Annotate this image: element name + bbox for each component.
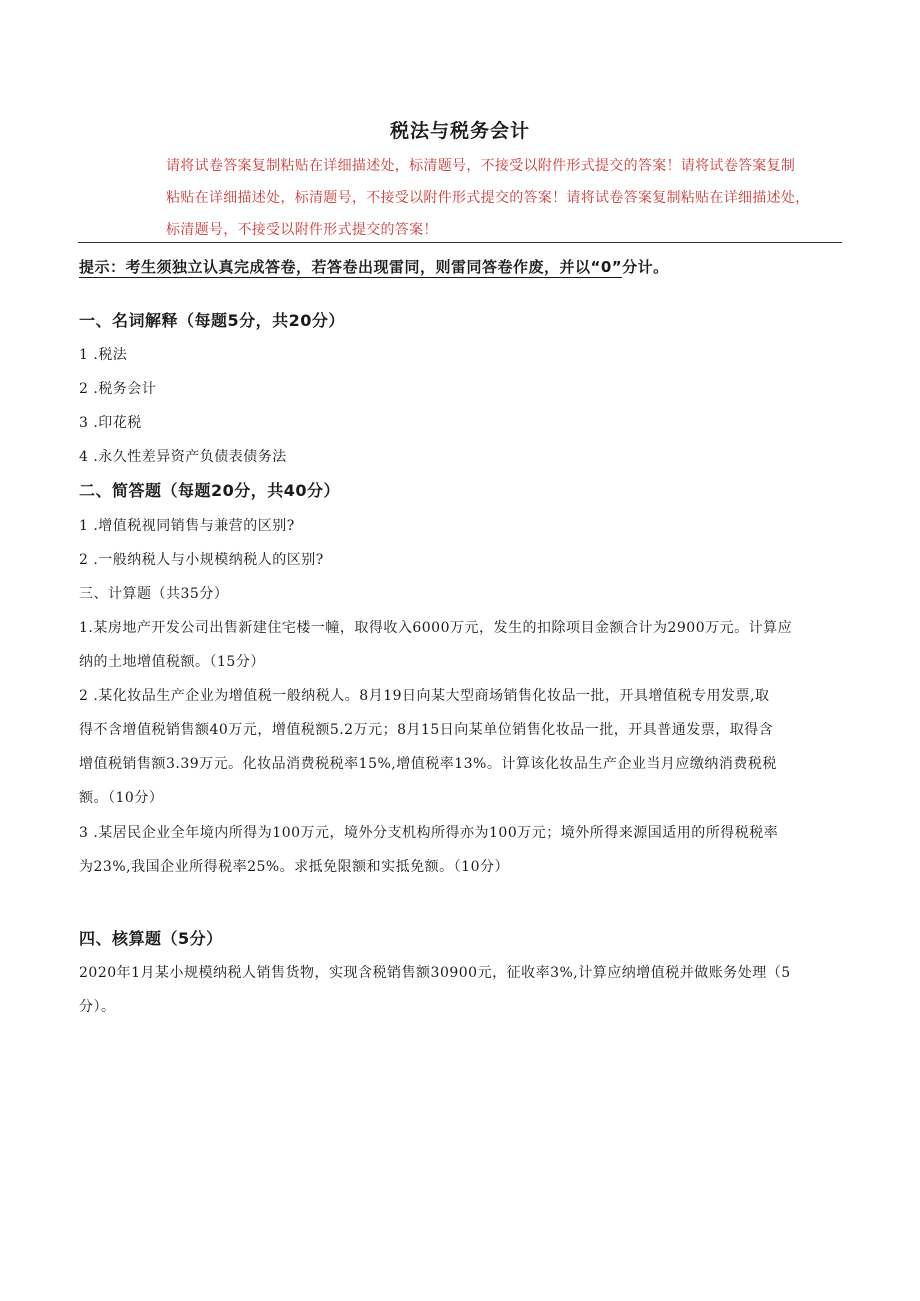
question-item: 3 .印花税 bbox=[79, 415, 142, 431]
notice-line: 粘贴在详细描述处，标清题号，不接受以附件形式提交的答案！请将试卷答案复制粘贴在详细描述处， bbox=[166, 190, 810, 206]
hint-suffix: 分计。 bbox=[622, 258, 669, 276]
exam-hint bbox=[79, 256, 669, 277]
notice-line: 请将试卷答案复制粘贴在详细描述处，标清题号，不接受以附件形式提交的答案！请将试卷答案复制 bbox=[166, 158, 796, 174]
submission-notice bbox=[166, 150, 846, 246]
question-line: 2020年1月某小规模纳税人销售货物，实现含税销售额30900元，征收率3%,计算应纳增值税并做账务处理（5 bbox=[79, 965, 791, 981]
question-line: 分）。 bbox=[79, 999, 116, 1015]
question-line: 2 .某化妆品生产企业为增值税一般纳税人。8月19日向某大型商场销售化妆品一批，开具增值税专用发票,取 bbox=[79, 688, 770, 704]
question-line: 额。（10分） bbox=[79, 790, 164, 806]
section-heading-accounting: 四、核算题（5分） bbox=[79, 929, 223, 948]
divider bbox=[78, 242, 842, 243]
question-item: 4 .永久性差异资产负债表债务法 bbox=[79, 449, 287, 465]
question-line: 3 .某居民企业全年境内所得为100万元，境外分支机构所得亦为100万元；境外所得来源国适用的所得税税率 bbox=[79, 825, 779, 841]
section-heading-short-answer: 二、简答题（每题20分，共40分） bbox=[79, 481, 341, 500]
question-line: 得不含增值税销售额40万元，增值税额5.2万元；8月15日向某单位销售化妆品一批，开具普通发票，取得含 bbox=[79, 722, 774, 738]
notice-line: 标清题号，不接受以附件形式提交的答案！ bbox=[166, 222, 438, 238]
question-line: 1.某房地产开发公司出售新建住宅楼一幢，取得收入6000万元，发生的扣除项目金额合计为2900万元。计算应 bbox=[79, 620, 793, 636]
question-item: 1 .税法 bbox=[79, 347, 128, 363]
question-line: 增值税销售额3.39万元。化妆品消费税税率15%,增值税率13%。计算该化妆品生产企业当月应缴纳消费税税 bbox=[79, 756, 777, 772]
section-heading-terms: 一、名词解释（每题5分，共20分） bbox=[79, 311, 345, 330]
question-item: 1 .增值税视同销售与兼营的区别? bbox=[79, 518, 295, 534]
section-heading-calculation: 三、计算题（共35分） bbox=[79, 586, 229, 602]
question-item: 2 .一般纳税人与小规模纳税人的区别? bbox=[79, 552, 324, 568]
document-title: 税法与税务会计 bbox=[389, 120, 530, 142]
question-line: 纳的土地增值税额。（15分） bbox=[79, 654, 265, 670]
question-item: 2 .税务会计 bbox=[79, 381, 157, 397]
question-line: 为23%,我国企业所得税率25%。求抵免限额和实抵免额。（10分） bbox=[79, 859, 509, 875]
hint-text: 提示：考生须独立认真完成答卷，若答卷出现雷同，则雷同答卷作废，并以“0” bbox=[79, 258, 623, 276]
